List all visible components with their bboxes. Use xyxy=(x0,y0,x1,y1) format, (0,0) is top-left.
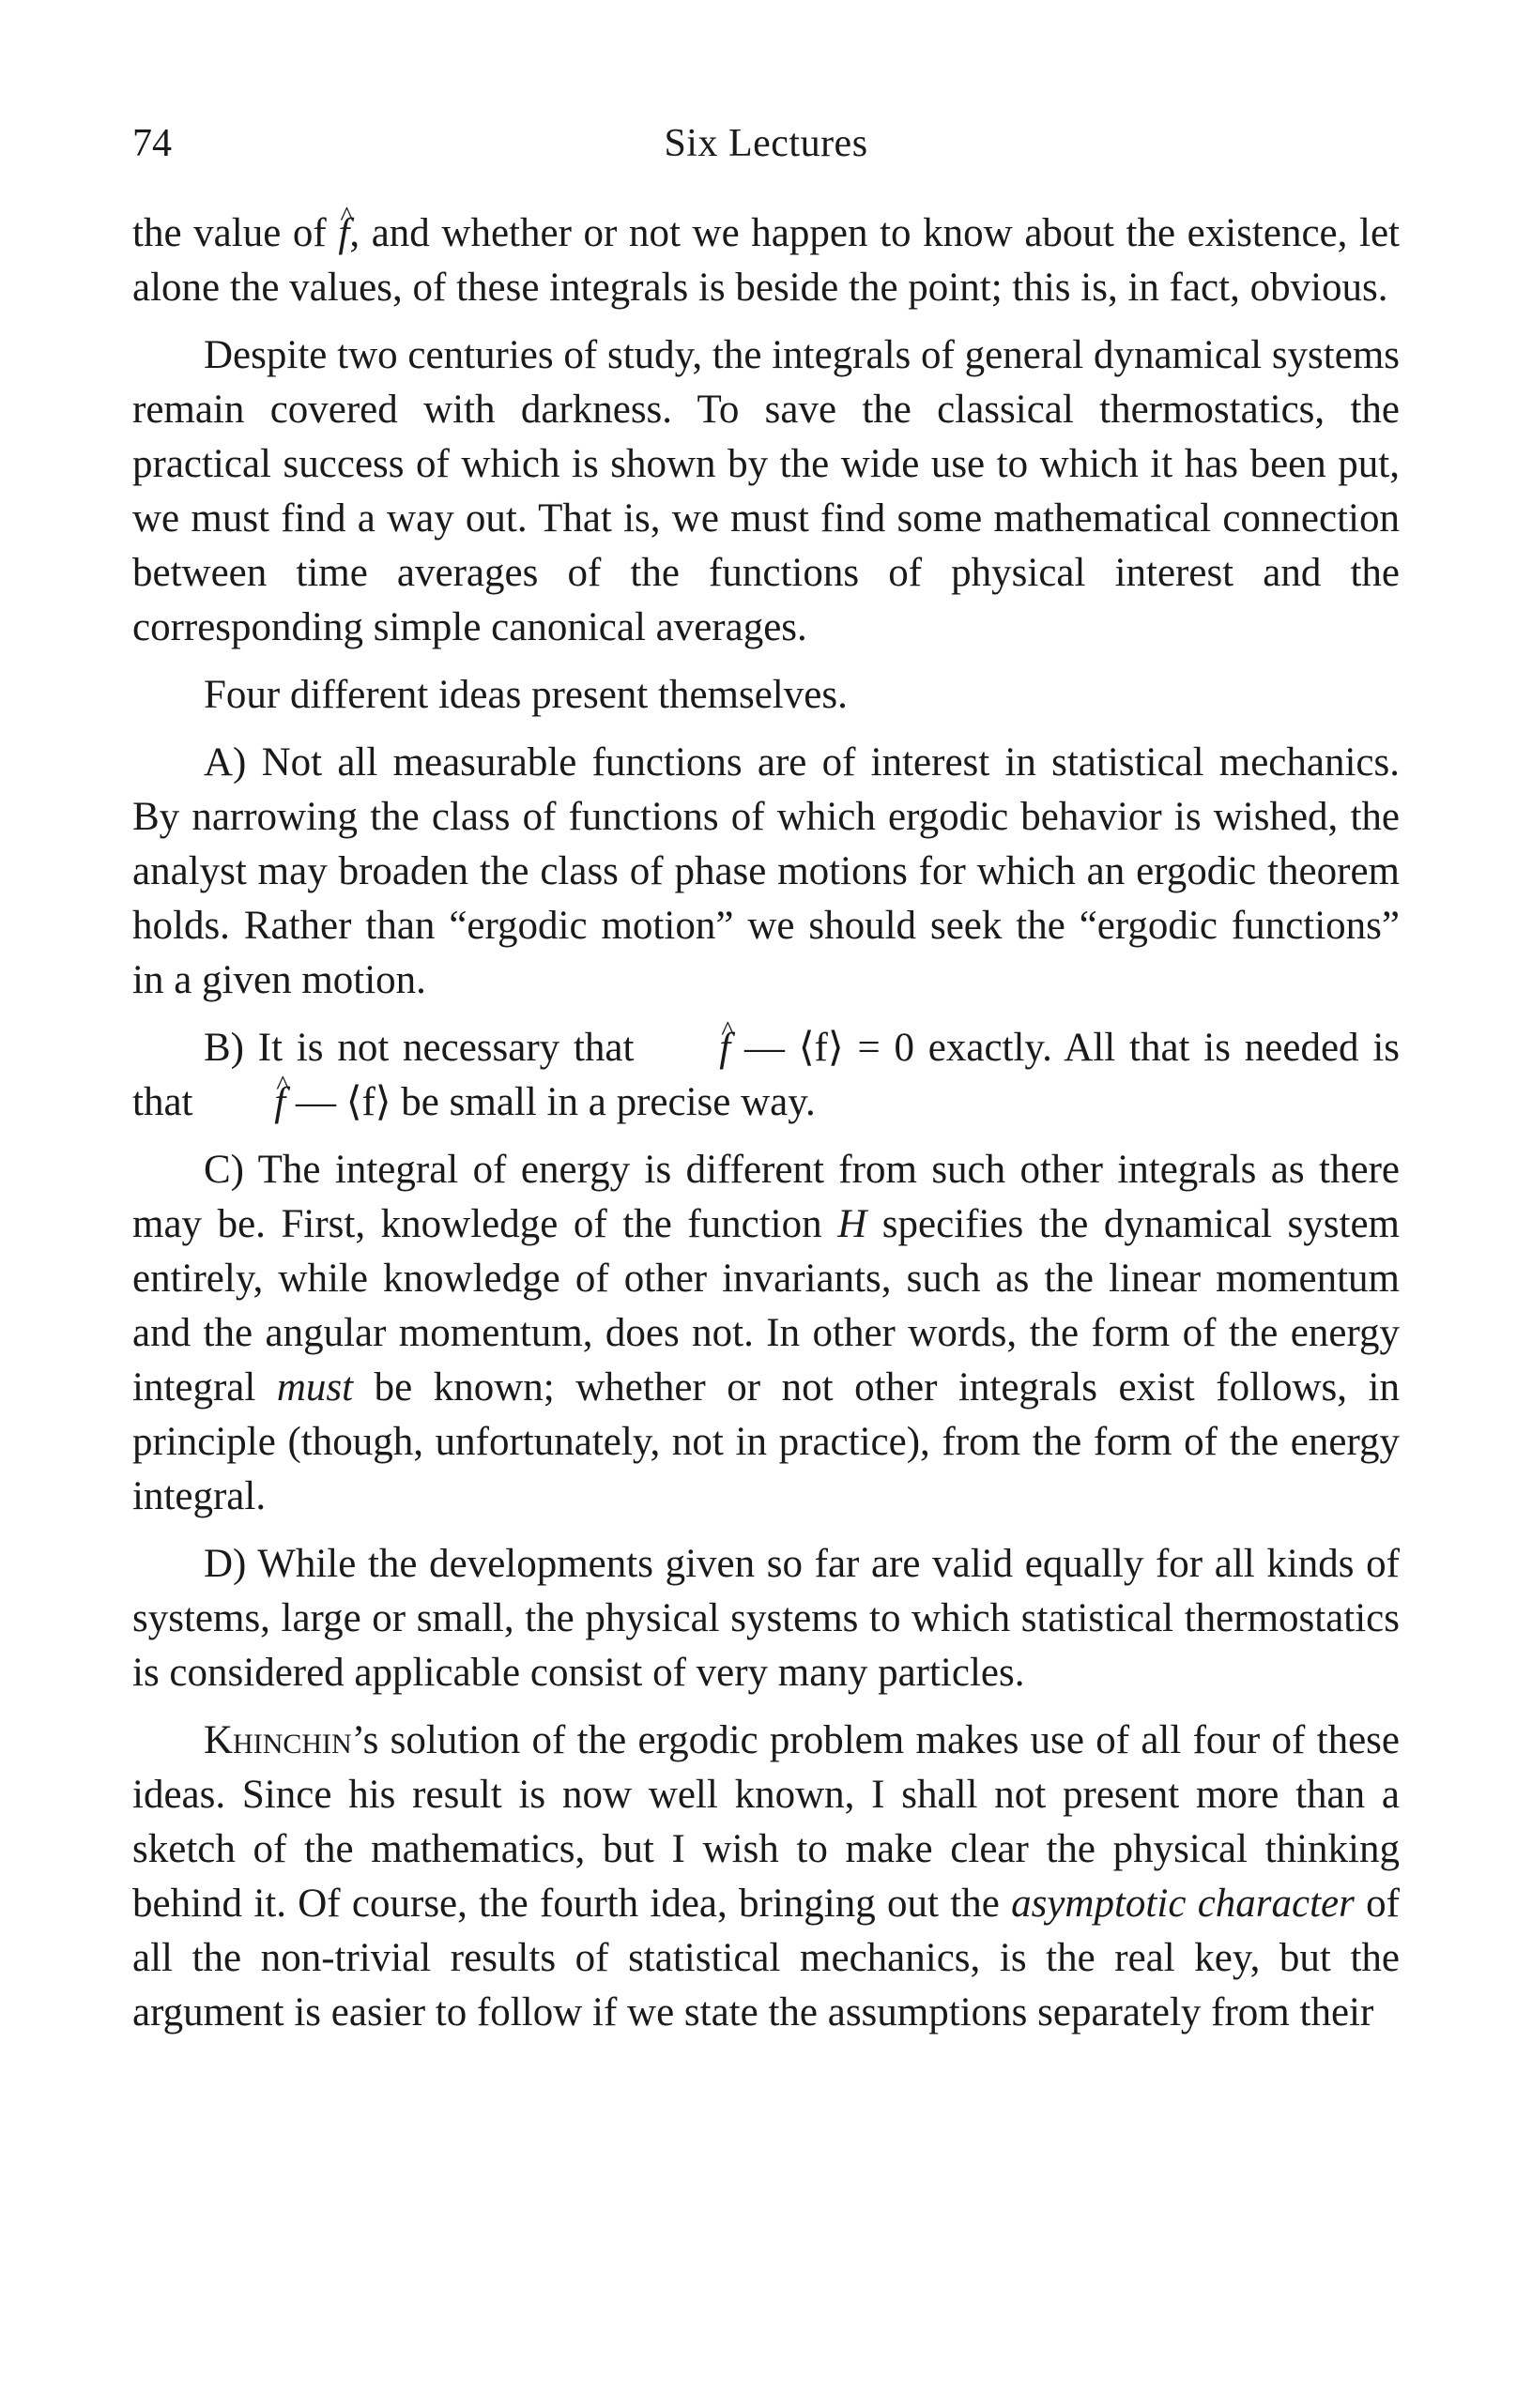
emphasis-must: must xyxy=(276,1365,354,1410)
paragraph-four-ideas: Four different ideas present themselves. xyxy=(204,673,848,717)
running-head xyxy=(132,111,1400,176)
page-number: 74 xyxy=(132,122,172,165)
paragraph-idea-b: B) It is not necessary that ^ f — ⟨f⟩ = 0 exactly. All that is needed is that ^ f — ⟨f⟩ be small in a precise way. xyxy=(132,1021,1400,1130)
paragraph-integrals: Despite two centuries of study, the integrals of general dynamical systems remain covered with darkness. To save the classical thermostatics, the practical success of which is shown by the wide use to which it has been put, we must find a way out. That is, we must find some mathematical connection between time averages of the functions of physical interest and the corresponding simple canonical averages. xyxy=(132,333,1400,649)
paragraph-idea-c: C) The integral of energy is different from such other integrals as there may be. First, knowledge of the function H specifies the dynamical system entirely, while knowledge of other invariants, such as the linear momentum and the angular momentum, does not. In other words, the form of the energy integral must be known; whether or not other integrals exist follows, in principle (though, unfortunately, not in practice), from the form of the energy integral. xyxy=(132,1148,1400,1518)
book-page xyxy=(132,111,1400,2040)
author-name: Khinchin xyxy=(204,1718,352,1762)
hamiltonian-symbol: H xyxy=(837,1202,867,1246)
paragraph-continuation: the value of ^ f, and whether or not we happen to know about the existence, let alone the values, of these integrals is beside the point; this is, in fact, obvious. xyxy=(132,206,1400,315)
f-hat-symbol: ^ f xyxy=(338,206,349,261)
body-text xyxy=(132,206,1400,2040)
emphasis-asymptotic: asymptotic character xyxy=(1011,1882,1355,1926)
f-hat-symbol: ^ f xyxy=(203,1075,285,1130)
running-title: Six Lectures xyxy=(664,122,868,165)
paragraph-idea-d: D) While the developments given so far are valid equally for all kinds of systems, large or small, the physical systems to which statistical thermostatics is considered applicable consist of very many particles. xyxy=(132,1542,1400,1695)
paragraph-idea-a: A) Not all measurable functions are of interest in statistical mechanics. By narrowing the class of functions of which ergodic behavior is wished, the analyst may broaden the class of phase motions for which an ergodic theorem holds. Rather than “ergodic motion” we should seek the “ergodic functions” in a given motion. xyxy=(132,740,1400,1002)
paragraph-khinchin: Khinchin’s solution of the ergodic problem makes use of all four of these ideas. Since his result is now well known, I shall not present more than a sketch of the mathematics, but I wish to make clear the physical thinking behind it. Of course, the fourth idea, bringing out the asymptotic character of all the non-trivial results of statistical mechanics, is the real key, but the argument is easier to follow if we state the assumptions separately from their xyxy=(132,1718,1400,2035)
f-hat-symbol: ^ f xyxy=(648,1021,730,1075)
